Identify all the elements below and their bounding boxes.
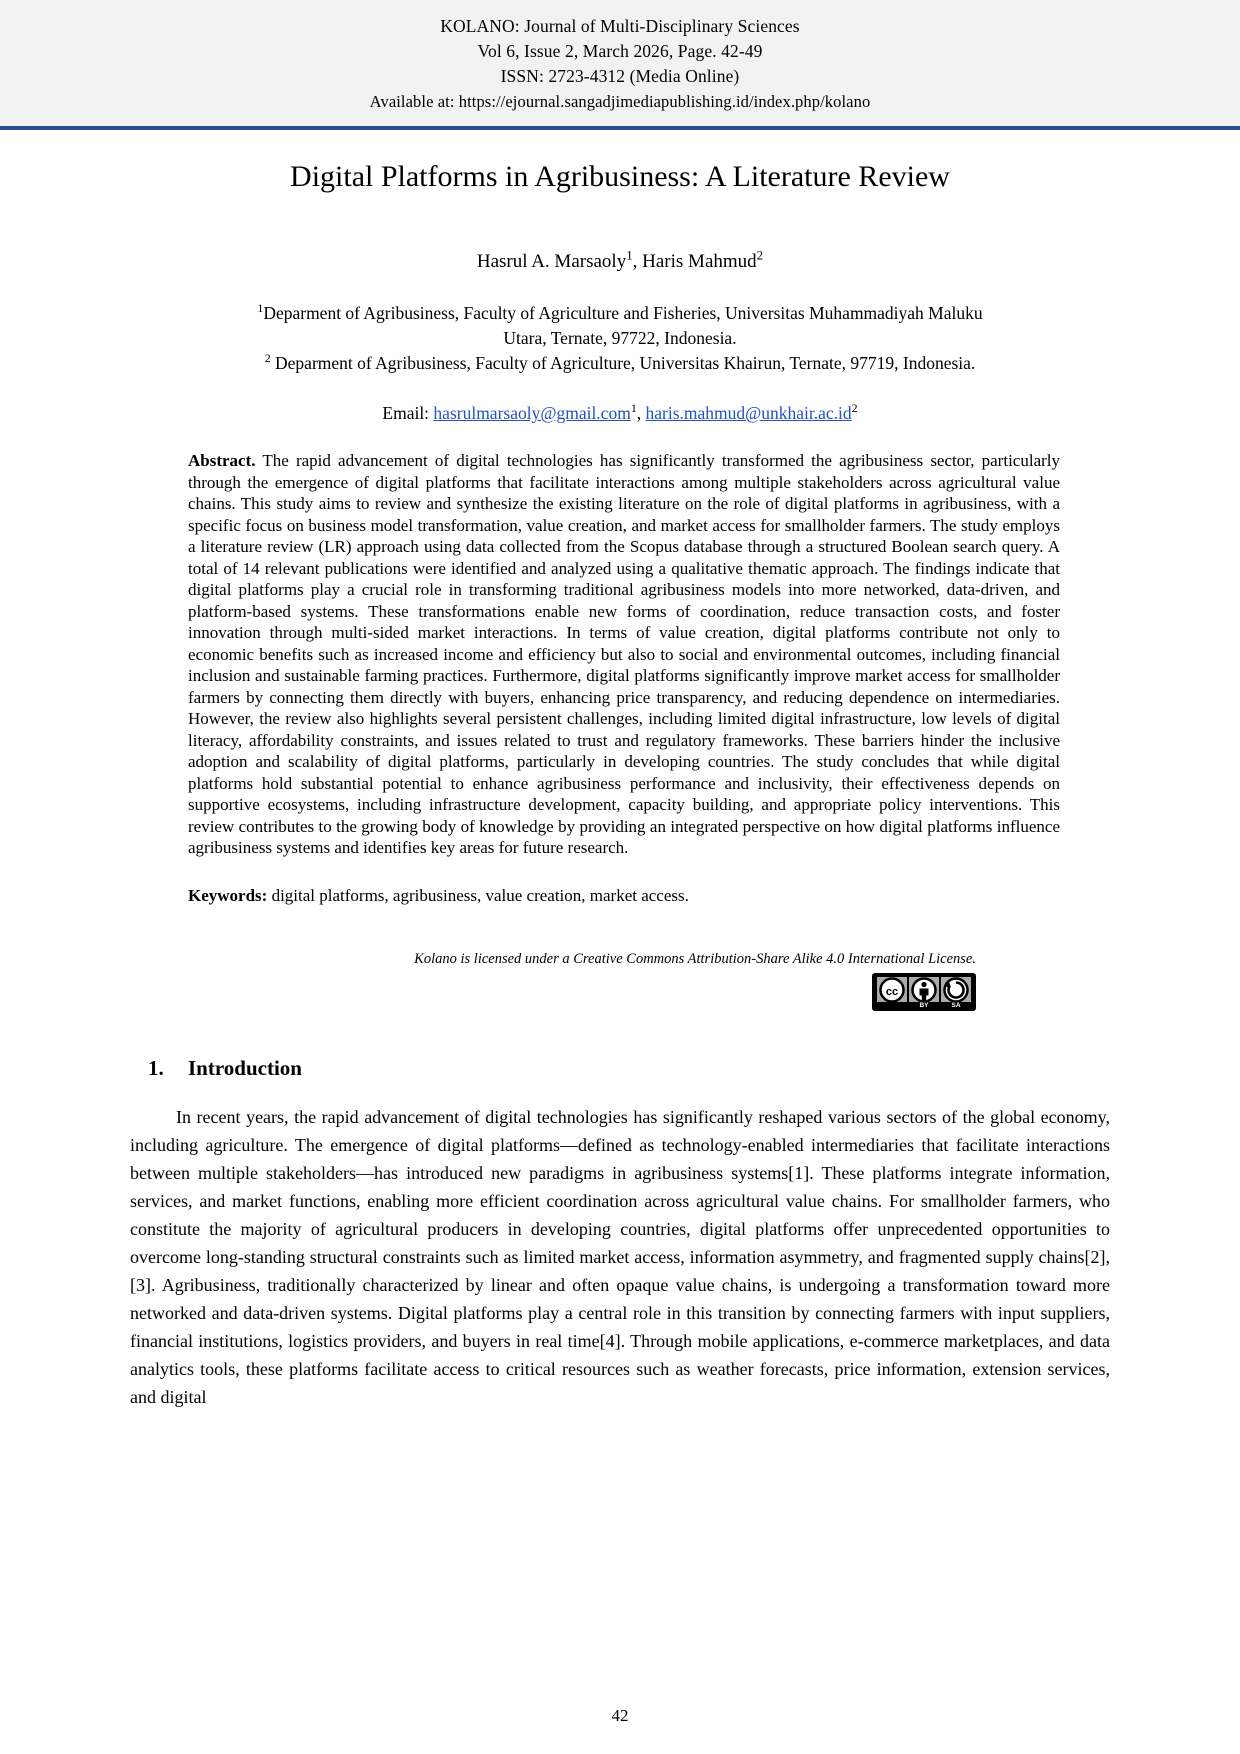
license-badge-row xyxy=(0,973,1240,1016)
author-name-2: Haris Mahmud xyxy=(642,251,757,272)
journal-volume-issue: Vol 6, Issue 2, March 2026, Page. 42-49 xyxy=(477,41,763,61)
email-label: Email: xyxy=(382,403,434,423)
license-text: Kolano is licensed under a Creative Commons Attribution-Share Alike 4.0 International License. xyxy=(414,951,976,967)
keywords-label: Keywords: xyxy=(188,885,268,905)
abstract-text: The rapid advancement of digital technologies has significantly transformed the agribusiness sector, particularly through the emergence of digital platforms that facilitate interactions among multiple stakeholders across agricultural value chains. This study aims to review and synthesize the existing literature on the role of digital platforms in agribusiness, with a specific focus on business model transformation, value creation, and market access for smallholder farmers. The study employs a literature review (LR) approach using data collected from the Scopus database through a structured Boolean search query. A total of 14 relevant publications were identified and analyzed using a qualitative thematic approach. The findings indicate that digital platforms play a crucial role in transforming traditional agribusiness models into more networked, data-driven, and platform-based systems. These transformations enable new forms of coordination, reduce transaction costs, and foster innovation through multi-sided market interactions. In terms of value creation, digital platforms contribute not only to economic benefits such as increased income and efficiency but also to social and environmental outcomes, including financial inclusion and sustainable farming practices. Furthermore, digital platforms significantly improve market access for smallholder farmers by connecting them directly with buyers, enhancing price transparency, and reducing dependence on intermediaries. However, the review also highlights several persistent challenges, including limited digital infrastructure, low levels of digital literacy, affordability constraints, and issues related to trust and regulatory frameworks. These barriers hinder the inclusive adoption and scalability of digital platforms, particularly in developing countries. The study concludes that while digital platforms hold substantial potential to enhance agribusiness performance and inclusivity, their effectiveness depends on supportive ecosystems, including infrastructure development, capacity building, and appropriate policy interventions. This review contributes to the growing body of knowledge by providing an integrated perspective on how digital platforms influence agribusiness systems and identifies key areas for future research. xyxy=(188,451,1060,857)
section-number: 1. xyxy=(148,1056,164,1080)
affiliations xyxy=(0,301,1240,376)
affiliation-marker-2: 2 xyxy=(264,351,271,366)
abstract-label: Abstract. xyxy=(188,451,256,470)
section-heading-introduction xyxy=(148,1056,1240,1081)
header-rule-spacer xyxy=(0,130,1240,132)
affiliation-2-line-1: Deparment of Agribusiness, Faculty of Agriculture, Universitas Khairun, Ternate, 97719, Indonesia. xyxy=(270,353,976,373)
page-title: Digital Platforms in Agribusiness: A Literature Review xyxy=(290,160,950,193)
introduction-paragraph xyxy=(130,1103,1110,1411)
license-notice xyxy=(0,950,1240,968)
svg-text:BY: BY xyxy=(919,1002,929,1009)
page-content xyxy=(0,158,1240,1411)
svg-text:cc: cc xyxy=(885,986,899,998)
affiliation-1-line-1: Deparment of Agribusiness, Faculty of Agriculture and Fisheries, Universitas Muhammadiyah Maluku xyxy=(263,303,983,323)
keywords-text: digital platforms, agribusiness, value creation, market access. xyxy=(267,885,689,905)
svg-text:SA: SA xyxy=(951,1002,961,1009)
email-separator: , xyxy=(636,403,646,423)
email-marker-1: 1 xyxy=(630,401,637,416)
email-line xyxy=(0,403,1240,424)
email-link-2[interactable]: haris.mahmud@unkhair.ac.id xyxy=(645,403,852,423)
journal-name: KOLANO: Journal of Multi-Disciplinary Sciences xyxy=(440,16,800,36)
affiliation-2 xyxy=(140,351,1100,376)
affiliation-marker-1: 1 xyxy=(257,301,264,316)
journal-url: Available at: https://ejournal.sangadjimediapublishing.id/index.php/kolano xyxy=(369,92,871,111)
author-affil-marker-1: 1 xyxy=(626,247,633,263)
author-list xyxy=(0,247,1240,273)
section-title: Introduction xyxy=(188,1056,302,1080)
journal-header-band xyxy=(0,0,1240,126)
keywords-section xyxy=(188,885,1060,907)
author-affil-marker-2: 2 xyxy=(756,247,764,263)
introduction-text: In recent years, the rapid advancement of digital technologies has significantly reshaped various sectors of the global economy, including agriculture. The emergence of digital platforms—defined as technology-enabled intermediaries that facilitate interactions between multiple stakeholders—has introduced new paradigms in agribusiness systems[1]. These platforms integrate information, services, and market functions, enabling more efficient coordination across agricultural value chains. For smallholder farmers, who constitute the majority of agricultural producers in developing countries, digital platforms offer unprecedented opportunities to overcome long-standing structural constraints such as limited market access, information asymmetry, and fragmented supply chains[2], [3]. Agribusiness, traditionally characterized by linear and often opaque value chains, is undergoing a transformation toward more networked and data-driven systems. Digital platforms play a central role in this transition by connecting farmers with input suppliers, financial institutions, logistics providers, and buyers in real time[4]. Through mobile applications, e-commerce marketplaces, and data analytics tools, these platforms facilitate access to critical resources such as weather forecasts, price information, extension services, and digital xyxy=(130,1107,1110,1407)
author-separator: , xyxy=(632,251,643,272)
email-marker-2: 2 xyxy=(851,401,858,416)
email-link-1[interactable]: hasrulmarsaoly@gmail.com xyxy=(433,403,631,423)
journal-issn: ISSN: 2723-4312 (Media Online) xyxy=(500,66,740,86)
creative-commons-badge-icon[interactable] xyxy=(872,973,976,1011)
affiliation-1 xyxy=(140,301,1100,326)
page-number: 42 xyxy=(611,1706,629,1725)
affiliation-1-line-2: Utara, Ternate, 97722, Indonesia. xyxy=(503,328,737,348)
author-name-1: Hasrul A. Marsaoly xyxy=(476,251,627,272)
abstract-section xyxy=(188,450,1060,859)
